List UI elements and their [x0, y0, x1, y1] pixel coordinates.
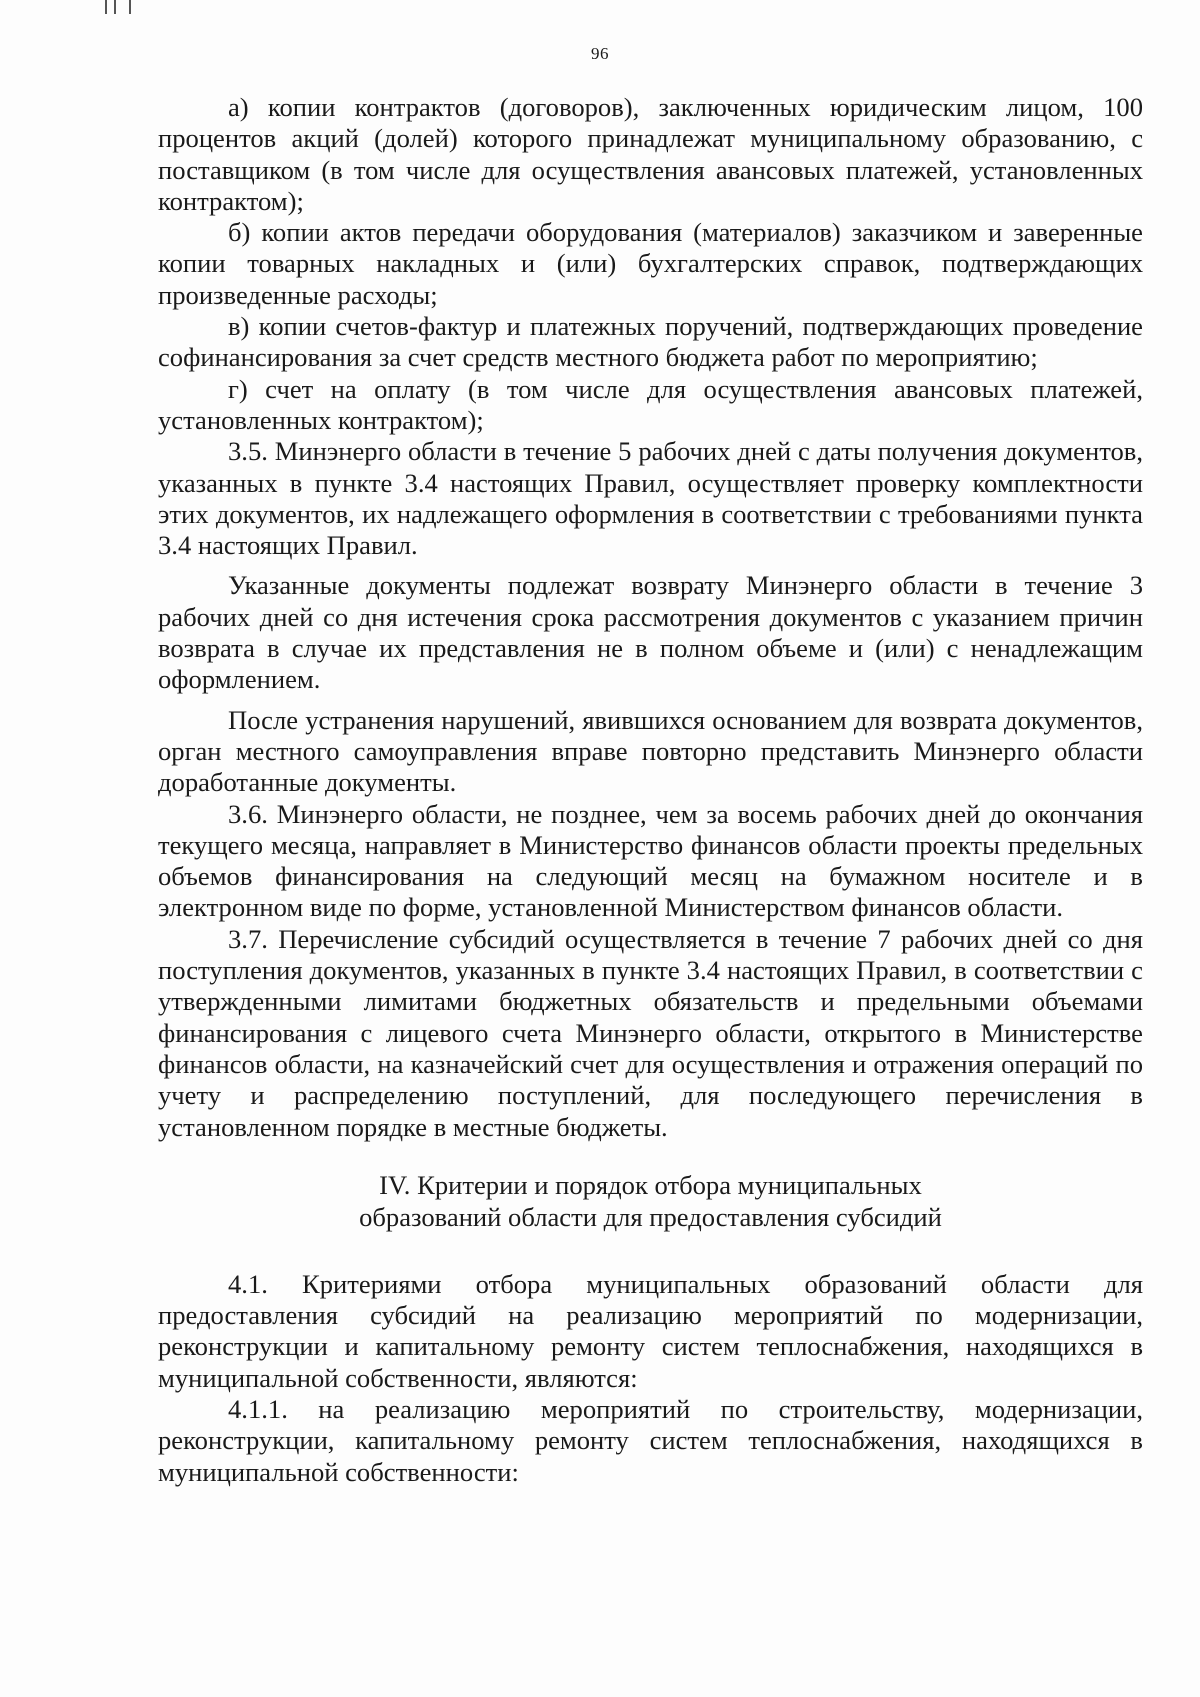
paragraph-4-1: 4.1. Критериями отбора муниципальных образований области для предоставления субсидий на реализацию мероприятий по модернизации, реконструкции и капитальному ремонту систем теплоснабжения, находящихся в муниципальной собственности, являются: — [158, 1268, 1143, 1393]
document-body — [158, 92, 1143, 1488]
paragraph-3-5: 3.5. Минэнерго области в течение 5 рабочих дней с даты получения документов, указанных в пункте 3.4 настоящих Правил, осуществляет проверку комплектности этих документов, их надлежащего оформления в соответствии с требованиями пункта 3.4 настоящих Правил. — [158, 436, 1143, 561]
section-heading — [158, 1169, 1143, 1233]
paragraph-item-g: г) счет на оплату (в том числе для осуществления авансовых платежей, установленных контрактом); — [158, 373, 1143, 435]
section-heading-line-2: образований области для предоставления субсидий — [359, 1201, 942, 1232]
paragraph-resubmit: После устранения нарушений, явившихся основанием для возврата документов, орган местного самоуправления вправе повторно представить Минэнерго области доработанные документы. — [158, 704, 1143, 798]
scan-edge-marks — [105, 0, 145, 16]
paragraph-return-docs: Указанные документы подлежат возврату Минэнерго области в течение 3 рабочих дней со дня истечения срока рассмотрения документов с указанием причин возврата в случае их представления не в полном объеме и (или) с ненадлежащим оформлением. — [158, 570, 1143, 695]
paragraph-item-a: а) копии контрактов (договоров), заключенных юридическим лицом, 100 процентов акций (долей) которого принадлежат муниципальному образованию, с поставщиком (в том числе для осуществления авансовых платежей, установленных контрактом); — [158, 92, 1143, 216]
page-number: 96 — [591, 44, 609, 63]
paragraph-4-1-1: 4.1.1. на реализацию мероприятий по строительству, модернизации, реконструкции, капитальному ремонту систем теплоснабжения, находящихся в муниципальной собственности: — [158, 1393, 1143, 1487]
paragraph-3-7: 3.7. Перечисление субсидий осуществляется в течение 7 рабочих дней со дня поступления документов, указанных в пункте 3.4 настоящих Правил, в соответствии с утвержденными лимитами бюджетных обязательств и предельными объемами финансирования с лицевого счета Минэнерго области, открытого в Министерстве финансов области, на казначейский счет для осуществления и отражения операций по учету и распределению поступлений, для последующего перечисления в установленном порядке в местные бюджеты. — [158, 923, 1143, 1142]
paragraph-item-b: б) копии актов передачи оборудования (материалов) заказчиком и заверенные копии товарных накладных и (или) бухгалтерских справок, подтверждающих произведенные расходы; — [158, 217, 1143, 310]
paragraph-3-6: 3.6. Минэнерго области, не позднее, чем за восемь рабочих дней до окончания текущего месяца, направляет в Министерство финансов области проекты предельных объемов финансирования на следующий месяц на бумажном носителе и в электронном виде по форме, установленной Министерством финансов области. — [158, 798, 1143, 923]
paragraph-item-v: в) копии счетов-фактур и платежных поручений, подтверждающих проведение софинансирования за счет средств местного бюджета работ по мероприятию; — [158, 311, 1143, 373]
section-heading-line-1: IV. Критерии и порядок отбора муниципальных — [379, 1169, 922, 1200]
